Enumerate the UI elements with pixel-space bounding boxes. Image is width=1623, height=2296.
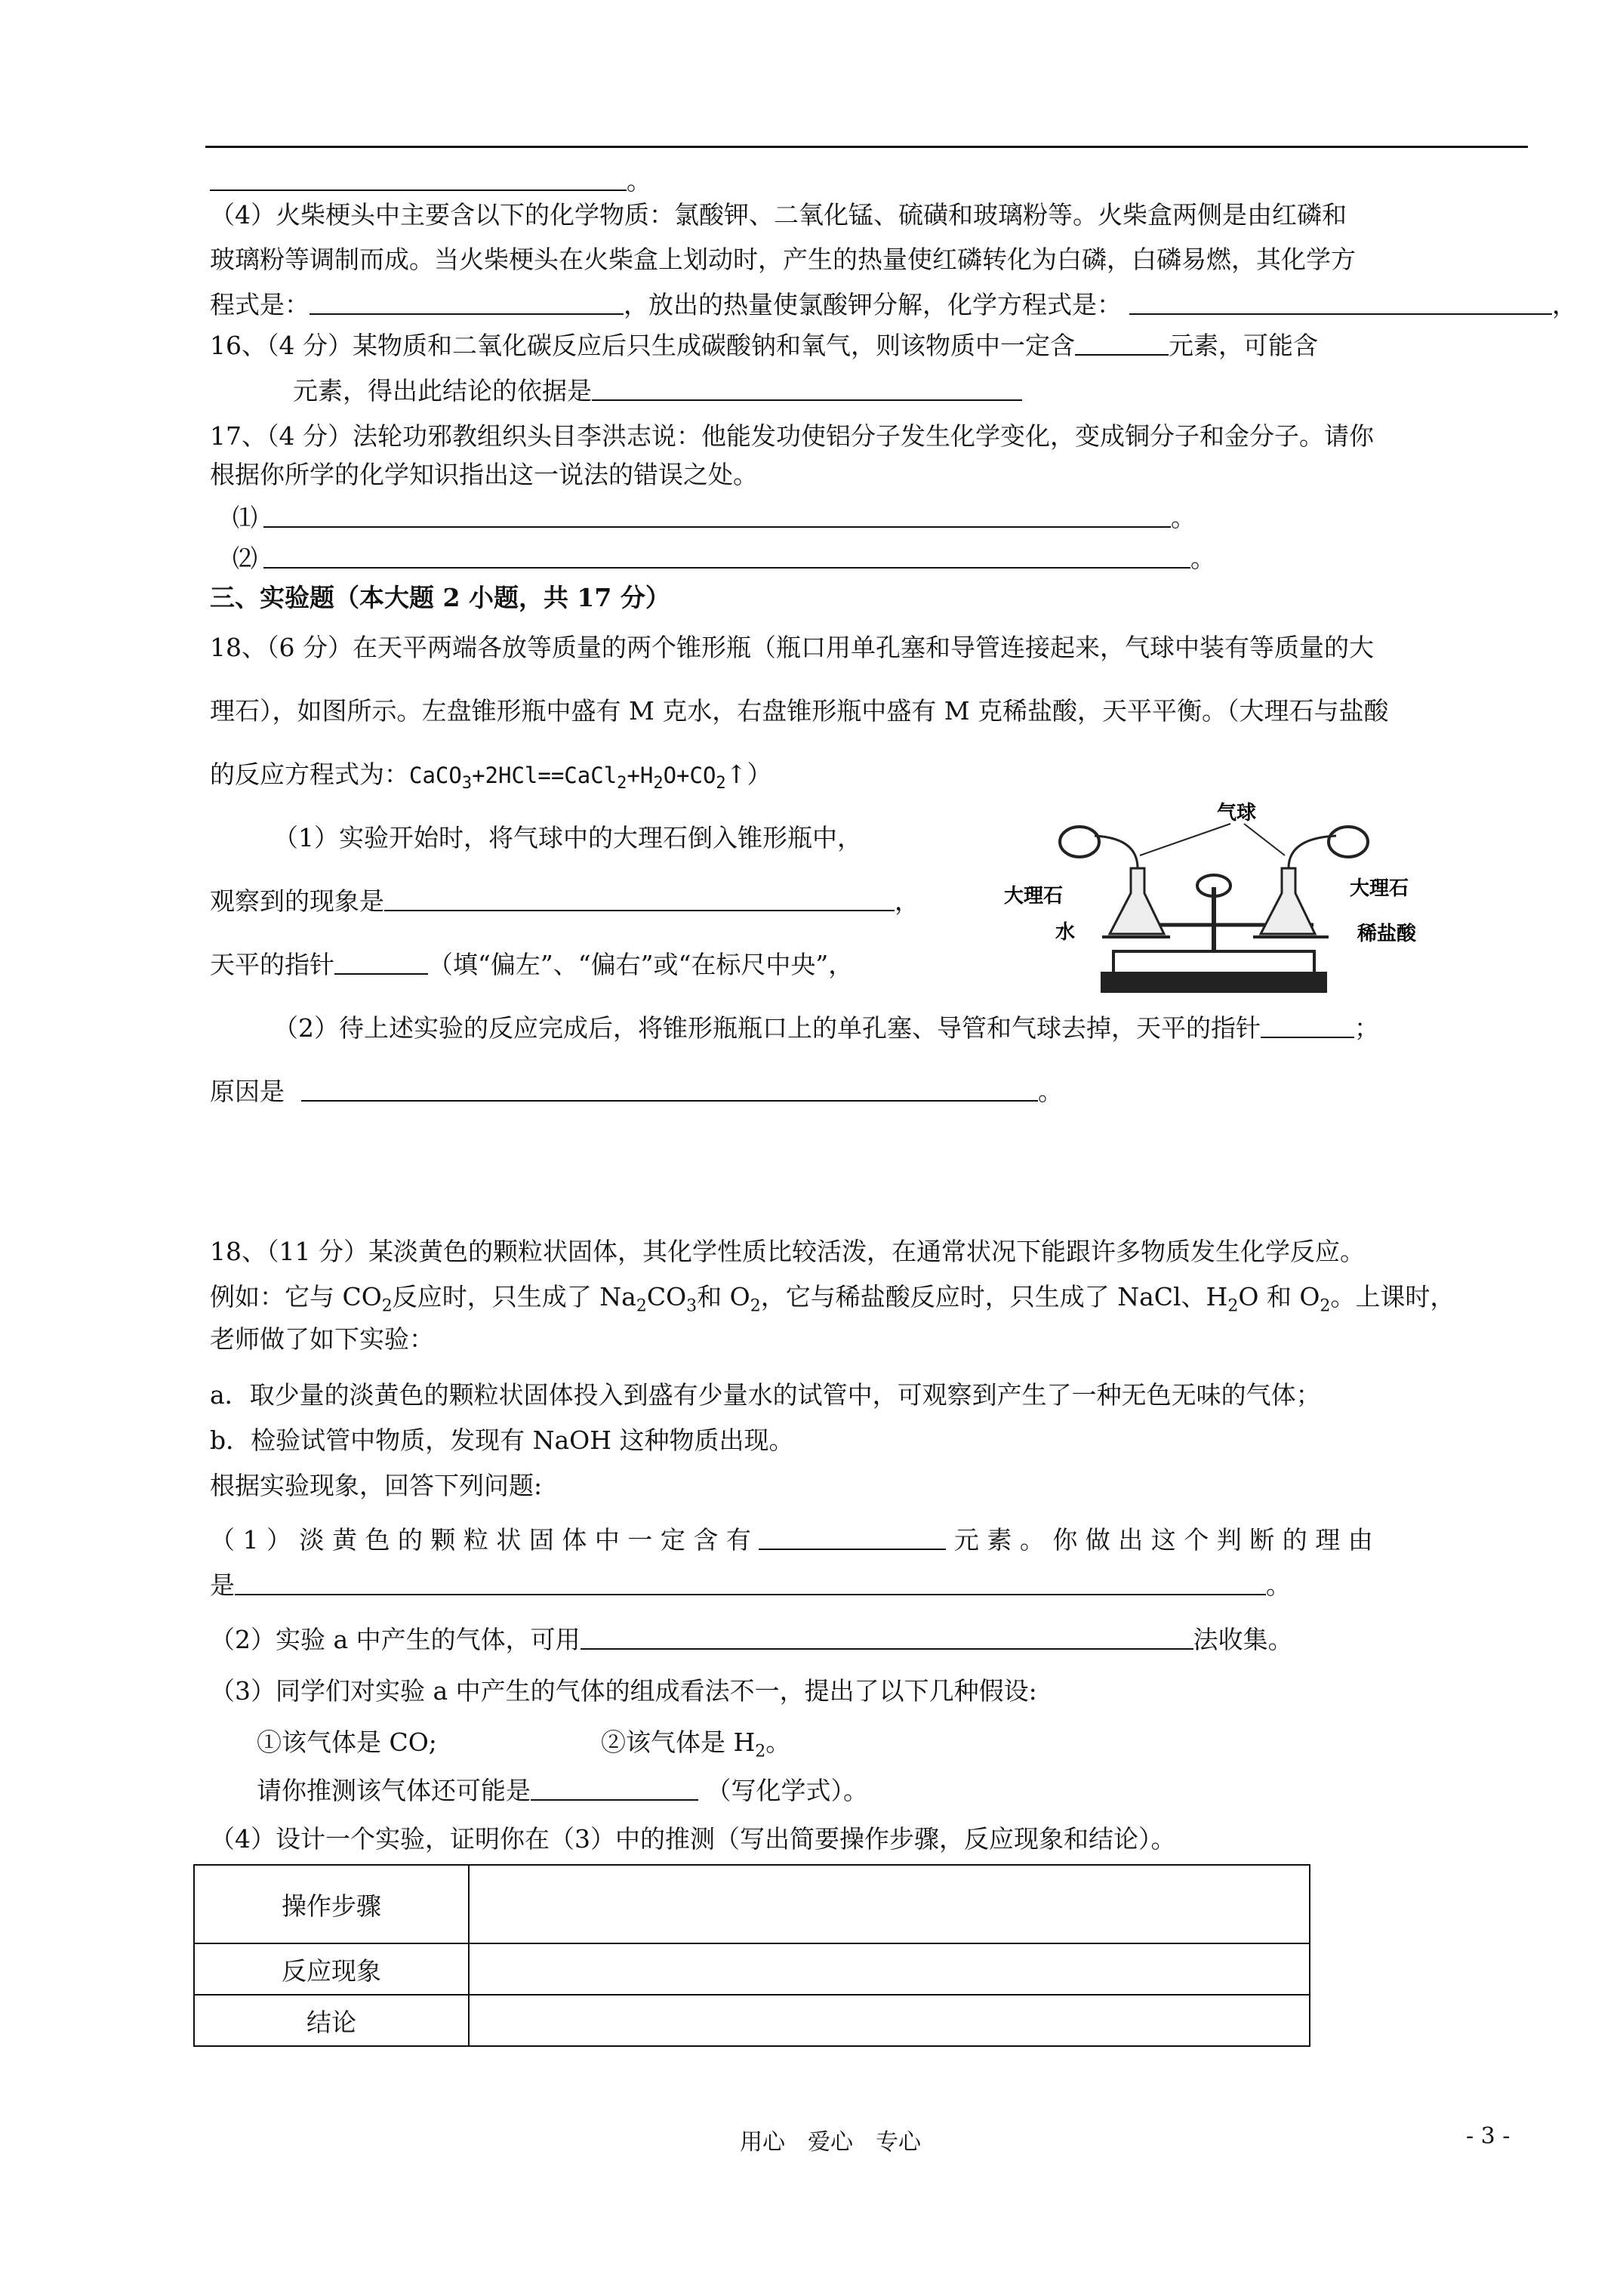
q15-4-line2: 玻璃粉等调制而成。当火柴梗头在火柴盒上划动时，产生的热量使红磷转化为白磷，白磷易燃，其化学方 (210, 245, 1356, 274)
table-row (194, 1995, 1310, 2046)
table-header-steps: 操作步骤 (194, 1865, 469, 1943)
q18a-line3: 的反应方程式为：$CaCO_3+2HCl==CaCl_2+H_2O+CO_2↑$） (210, 760, 772, 793)
q18b-line2: 例如：它与 $CO_2$反应时，只生成了 $Na_2CO_3$和 $O_2$，它与稀盐酸反应时，只生成了 NaCl、$H_2O$ 和 $O_2$。上课时， (210, 1282, 1455, 1316)
q18a-line2: 理石），如图所示。左盘锥形瓶中盛有 M 克水，右盘锥形瓶中盛有 M 克稀盐酸，天平平衡。（大理石与盐酸 (210, 696, 1389, 726)
q18a-line1: 18、（6 分）在天平两端各放等质量的两个锥形瓶（瓶口用单孔塞和导管连接起来，气球中装有等质量的大 (210, 633, 1374, 662)
balance-body (1113, 951, 1314, 974)
label-left-marble: 大理石 (1004, 885, 1064, 908)
q17-answer-2: ⑵ 。 (233, 544, 1215, 573)
left-balloon (1060, 827, 1099, 857)
q18a-observation: 观察到的现象是 ， (210, 886, 919, 916)
experiment-table (193, 1864, 1310, 2047)
q18b-prompt: 根据实验现象，回答下列问题: (210, 1471, 543, 1500)
q18b-q1-reason: 是 。 (210, 1570, 1291, 1600)
left-flask (1110, 868, 1164, 934)
label-right-marble: 大理石 (1350, 877, 1409, 900)
table-row (194, 1865, 1310, 1943)
q18b-hypothesis-1: ①该气体是 CO; (257, 1727, 437, 1757)
q18a-part1: （1）实验开始时，将气球中的大理石倒入锥形瓶中， (273, 823, 862, 852)
header-rule (205, 146, 1528, 148)
q18b-q2: （2）实验 a 中产生的气体，可用 法收集。 (210, 1625, 1293, 1654)
q16-line2: 元素，得出此结论的依据是 (293, 374, 1022, 408)
label-acid: 稀盐酸 (1357, 923, 1417, 945)
balance-apparatus-figure (1004, 797, 1427, 1000)
q15-4-line3: 程式是： ，放出的热量使氯酸钾分解，化学方程式是： ， (210, 290, 1577, 319)
q18b-line3: 老师做了如下实验： (210, 1324, 434, 1354)
q18b-hypothesis-2: ②该气体是 $H_2$。 (601, 1727, 791, 1761)
label-water: 水 (1055, 921, 1076, 944)
q18a-part2: （2）待上述实验的反应完成后，将锥形瓶瓶口上的单孔塞、导管和气球去掉，天平的指针 ； (273, 1013, 1379, 1043)
q18a-reason: 原因是 。 (210, 1077, 1063, 1106)
q17-line2: 根据你所学的化学知识指出这一说法的错误之处。 (210, 460, 758, 489)
q18a-pointer: 天平的指针 （填“偏左”、“偏右”或“在标尺中央”， (210, 950, 854, 979)
right-balloon (1329, 827, 1368, 857)
q17-answer-1: ⑴ 。 (233, 503, 1196, 532)
q18b-line1: 18、（11 分）某淡黄色的颗粒状固体，其化学性质比较活泼，在通常状况下能跟许多物质发生化学反应。 (210, 1237, 1365, 1266)
blank-line: 。 (210, 165, 651, 198)
q18b-q4: （4）设计一个实验，证明你在（3）中的推测（写出简要操作步骤，反应现象和结论）。 (210, 1824, 1176, 1854)
section-3-title: 三、实验题（本大题 2 小题，共 17 分） (210, 583, 670, 612)
q18b-q3: （3）同学们对实验 a 中产生的气体的组成看法不一，提出了以下几种假设: (210, 1676, 1037, 1706)
right-flask (1261, 868, 1315, 934)
q16-line1: 16、（4 分）某物质和二氧化碳反应后只生成碳酸钠和氧气，则该物质中一定含 元素，可能含 (210, 331, 1318, 360)
page-number: - 3 - (1466, 2123, 1511, 2150)
answer-cell-phenomenon[interactable] (469, 1943, 1310, 1995)
q18b-guess: 请你推测该气体还可能是 （写化学式）。 (257, 1776, 868, 1805)
footer-motto: 用心 爱心 专心 (740, 2129, 921, 2156)
q15-4-intro: （4）火柴梗头中主要含以下的化学物质：氯酸钾、二氧化锰、硫磺和玻璃粉等。火柴盒两侧是由红磷和 (210, 200, 1347, 230)
label-balloon: 气球 (1217, 802, 1257, 824)
answer-cell-steps[interactable] (469, 1865, 1310, 1943)
table-header-phenomenon: 反应现象 (194, 1943, 469, 1995)
table-header-conclusion: 结论 (194, 1995, 469, 2046)
answer-cell-conclusion[interactable] (469, 1995, 1310, 2046)
q18b-experiment-b: b．检验试管中物质，发现有 NaOH 这种物质出现。 (210, 1425, 794, 1455)
q17-line1: 17、（4 分）法轮功邪教组织头目李洪志说：他能发功使铝分子发生化学变化，变成铜分子和金分子。请你 (210, 421, 1374, 451)
q18b-q1: （ 1 ） 淡 黄 色 的 颗 粒 状 固 体 中 一 定 含 有 元 素 。 你 做 出 这 个 判 断 的 理 由 (210, 1525, 1373, 1555)
table-row (194, 1943, 1310, 1995)
q18b-experiment-a: a．取少量的淡黄色的颗粒状固体投入到盛有少量水的试管中，可观察到产生了一种无色无味的气体； (210, 1380, 1321, 1410)
